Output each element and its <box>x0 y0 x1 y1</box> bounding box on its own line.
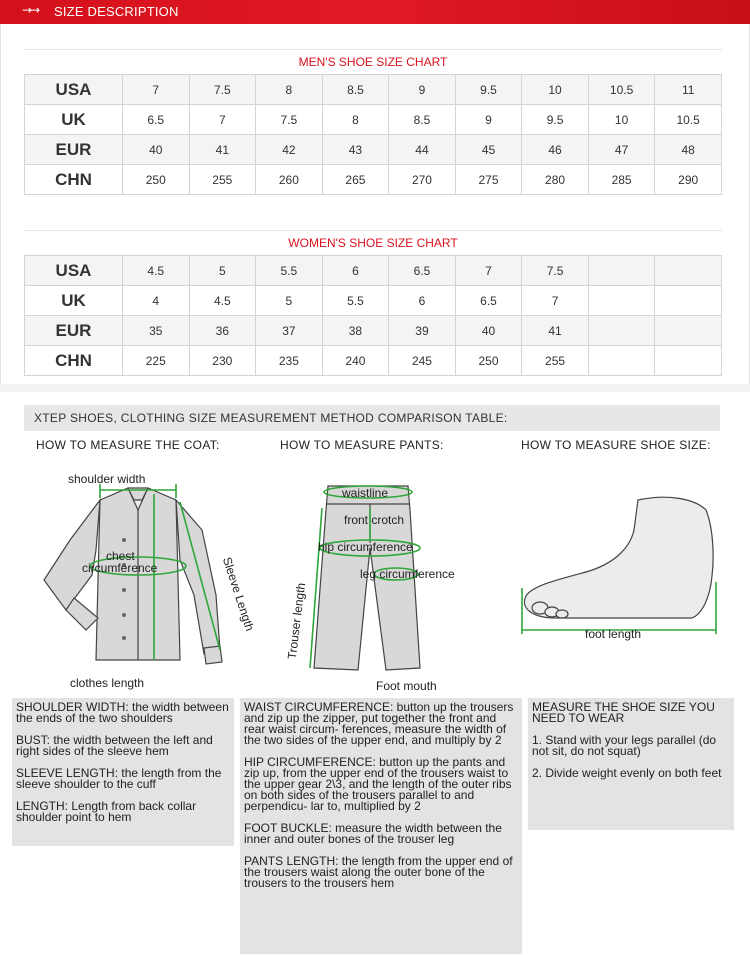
row-header: UK <box>25 105 123 135</box>
size-cell: 270 <box>389 165 456 195</box>
size-cell: 5.5 <box>322 286 389 316</box>
double-arrow-icon: →→ <box>22 3 39 17</box>
size-cell: 8 <box>322 105 389 135</box>
shoe-heading: HOW TO MEASURE SHOE SIZE: <box>521 438 711 452</box>
size-cell: 285 <box>588 165 655 195</box>
mens-chart-title: MEN'S SHOE SIZE CHART <box>24 49 722 74</box>
size-cell: 35 <box>123 316 190 346</box>
womens-size-table <box>24 255 722 376</box>
size-cell: 45 <box>455 135 522 165</box>
size-row-uk <box>25 105 722 135</box>
coat-note: SLEEVE LENGTH: the length from the sleeve shoulder to the cuff <box>16 766 222 791</box>
size-cell: 225 <box>123 346 190 376</box>
hip-circumference-label: hip circumference <box>318 540 413 554</box>
section-title: SIZE DESCRIPTION <box>54 4 179 19</box>
size-cell: 36 <box>189 316 256 346</box>
size-cell: 48 <box>655 135 722 165</box>
size-cell <box>588 256 655 286</box>
size-cell: 7.5 <box>256 105 323 135</box>
coat-notes-box <box>12 698 234 846</box>
shoe-note: 2. Divide weight evenly on both feet <box>532 766 722 780</box>
size-cell: 46 <box>522 135 589 165</box>
size-row-usa <box>25 75 722 105</box>
foot-length-label: foot length <box>585 627 642 641</box>
size-cell: 41 <box>522 316 589 346</box>
size-cell: 4 <box>123 286 190 316</box>
size-cell: 8.5 <box>389 105 456 135</box>
size-cell: 9 <box>389 75 456 105</box>
chest-label: chest <box>106 549 135 563</box>
pants-notes-box <box>240 698 522 954</box>
foot-icon <box>524 497 713 618</box>
size-cell: 7 <box>123 75 190 105</box>
womens-size-chart <box>24 230 722 376</box>
size-cell: 4.5 <box>189 286 256 316</box>
size-cell: 6.5 <box>123 105 190 135</box>
womens-chart-title: WOMEN'S SHOE SIZE CHART <box>24 230 722 255</box>
coat-heading: HOW TO MEASURE THE COAT: <box>36 438 220 452</box>
size-row-chn <box>25 165 722 195</box>
size-cell <box>588 286 655 316</box>
row-header: EUR <box>25 135 123 165</box>
shoe-note: 1. Stand with your legs parallel (do not sit, do not squat) <box>532 733 717 758</box>
size-cell: 7.5 <box>522 256 589 286</box>
size-cell: 230 <box>189 346 256 376</box>
size-cell: 7.5 <box>189 75 256 105</box>
size-cell: 8 <box>256 75 323 105</box>
size-cell <box>655 316 722 346</box>
size-row-uk <box>25 286 722 316</box>
mens-size-table <box>24 74 722 195</box>
size-cell: 9 <box>455 105 522 135</box>
size-cell: 235 <box>256 346 323 376</box>
size-cell: 7 <box>522 286 589 316</box>
size-cell <box>655 286 722 316</box>
pants-note: HIP CIRCUMFERENCE: button up the pants and zip up, from the upper end of the trousers waist to the upper gear 2\3, and the length of the outer ribs on both sides of the trousers parallel to and perpendicu- lar to, multiplied by 2 <box>244 755 512 813</box>
size-cell: 240 <box>322 346 389 376</box>
coat-note: LENGTH: Length from back collar shoulder point to hem <box>16 799 197 824</box>
size-cell: 10 <box>522 75 589 105</box>
row-header: CHN <box>25 165 123 195</box>
size-row-eur <box>25 316 722 346</box>
size-cell: 5.5 <box>256 256 323 286</box>
front-crotch-label: front crotch <box>344 513 405 527</box>
size-cell: 250 <box>123 165 190 195</box>
section-divider <box>0 384 750 392</box>
size-cell: 44 <box>389 135 456 165</box>
row-header: UK <box>25 286 123 316</box>
size-cell: 41 <box>189 135 256 165</box>
size-cell: 5 <box>256 286 323 316</box>
size-cell: 255 <box>522 346 589 376</box>
measurement-method-title: XTEP SHOES, CLOTHING SIZE MEASUREMENT METHOD COMPARISON TABLE: <box>24 405 720 431</box>
row-header: USA <box>25 256 123 286</box>
size-cell <box>655 256 722 286</box>
shoe-notes-box <box>528 698 734 830</box>
size-cell: 245 <box>389 346 456 376</box>
coat-note: BUST: the width between the left and right sides of the sleeve hem <box>16 733 213 758</box>
size-cell: 6 <box>389 286 456 316</box>
coat-note: SHOULDER WIDTH: the width between the ends of the two shoulders <box>16 700 229 725</box>
size-cell: 6.5 <box>389 256 456 286</box>
size-cell: 11 <box>655 75 722 105</box>
size-row-chn <box>25 346 722 376</box>
size-cell: 40 <box>123 135 190 165</box>
size-cell <box>588 346 655 376</box>
waistline-label: waistline <box>342 486 389 500</box>
pants-note: FOOT BUCKLE: measure the width between the inner and outer bones of the trouser leg <box>244 821 502 846</box>
pants-note: PANTS LENGTH: the length from the upper end of the trousers waist along the outer bone of the trousers to the trousers hem <box>244 854 513 890</box>
size-cell: 5 <box>189 256 256 286</box>
row-header: CHN <box>25 346 123 376</box>
foot-mouth-label: Foot mouth <box>376 679 437 693</box>
size-cell: 250 <box>455 346 522 376</box>
row-header: EUR <box>25 316 123 346</box>
size-cell: 8.5 <box>322 75 389 105</box>
leg-circumference-label: leg circumference <box>360 567 455 581</box>
size-cell: 6.5 <box>455 286 522 316</box>
sleeve-length-label: Sleeve Length <box>219 555 257 633</box>
trouser-length-label: Trouser length <box>284 581 309 661</box>
foot-diagram <box>516 490 726 640</box>
size-cell: 40 <box>455 316 522 346</box>
size-cell: 43 <box>322 135 389 165</box>
shoulder-width-label: shoulder width <box>68 472 146 486</box>
mens-size-chart <box>24 49 722 195</box>
section-header <box>0 0 750 24</box>
size-row-usa <box>25 256 722 286</box>
size-cell: 280 <box>522 165 589 195</box>
size-cell: 10.5 <box>655 105 722 135</box>
clothes-length-label: clothes length <box>70 676 145 690</box>
size-cell: 275 <box>455 165 522 195</box>
row-header: USA <box>25 75 123 105</box>
size-cell: 10.5 <box>588 75 655 105</box>
size-cell: 47 <box>588 135 655 165</box>
size-cell: 42 <box>256 135 323 165</box>
size-cell: 7 <box>455 256 522 286</box>
size-cell: 290 <box>655 165 722 195</box>
shoe-note: MEASURE THE SHOE SIZE YOU NEED TO WEAR <box>532 700 715 725</box>
size-cell: 260 <box>256 165 323 195</box>
size-cell: 38 <box>322 316 389 346</box>
size-cell: 39 <box>389 316 456 346</box>
shirt-icon <box>44 488 222 664</box>
size-cell: 6 <box>322 256 389 286</box>
size-cell: 9.5 <box>522 105 589 135</box>
size-cell: 10 <box>588 105 655 135</box>
size-cell: 37 <box>256 316 323 346</box>
circumference-label: circumference <box>82 561 158 575</box>
size-cell: 255 <box>189 165 256 195</box>
pants-note: WAIST CIRCUMFERENCE: button up the trousers and zip up the zipper, put together the front and rear waist circum- ferences, measure the width of the two sides of the upper end, and multiply by 2 <box>244 700 514 747</box>
size-cell: 265 <box>322 165 389 195</box>
size-cell <box>588 316 655 346</box>
size-cell <box>655 346 722 376</box>
size-cell: 4.5 <box>123 256 190 286</box>
size-cell: 9.5 <box>455 75 522 105</box>
size-cell: 7 <box>189 105 256 135</box>
pants-heading: HOW TO MEASURE PANTS: <box>280 438 444 452</box>
size-row-eur <box>25 135 722 165</box>
